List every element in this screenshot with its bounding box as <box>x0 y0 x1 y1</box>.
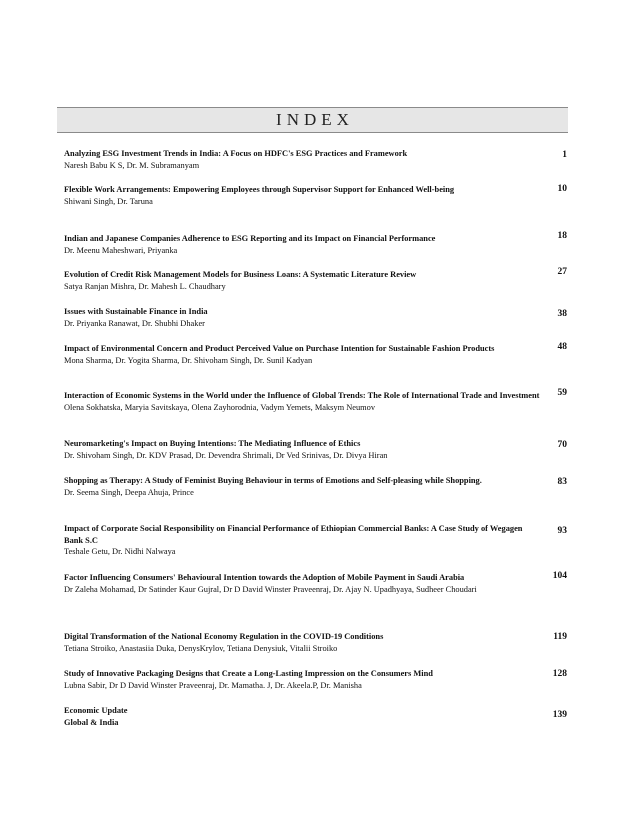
entry-authors: Olena Sokhatska, Maryia Savitskaya, Olena Zayhorodnia, Vadym Yemets, Maksym Neumov <box>64 402 376 412</box>
page-number[interactable]: 104 <box>552 571 567 581</box>
index-entry[interactable] <box>64 523 542 558</box>
page-number[interactable]: 10 <box>557 184 567 194</box>
entry-title[interactable]: Study of Innovative Packaging Designs that Create a Long-Lasting Impression on the Consumers Mind <box>64 669 433 678</box>
index-entry[interactable] <box>64 631 542 654</box>
entry-title[interactable]: Flexible Work Arrangements: Empowering Employees through Supervisor Support for Enhanced Well-being <box>64 185 455 194</box>
entry-title[interactable]: Factor Influencing Consumers' Behavioural Intention towards the Adoption of Mobile Payment in Saudi Arabia <box>64 573 465 582</box>
entry-authors: Lubna Sabir, Dr D David Winster Praveenraj, Dr. Mamatha. J, Dr. Akeela.P, Dr. Manisha <box>64 680 362 690</box>
page-number[interactable]: 128 <box>552 669 567 679</box>
page-number[interactable]: 70 <box>557 440 567 450</box>
page-number[interactable]: 83 <box>557 477 567 487</box>
entry-title[interactable]: Issues with Sustainable Finance in India <box>64 307 208 316</box>
page-number[interactable]: 48 <box>557 342 567 352</box>
index-entry[interactable] <box>64 668 542 691</box>
page-number[interactable]: 139 <box>552 710 567 720</box>
entry-title[interactable]: Economic Update <box>64 706 128 715</box>
entry-authors: Dr. Seema Singh, Deepa Ahuja, Prince <box>64 487 194 497</box>
index-entry[interactable] <box>64 343 542 366</box>
entry-title[interactable]: Impact of Environmental Concern and Product Perceived Value on Purchase Intention for Sustainable Fashion Products <box>64 344 495 353</box>
entry-title[interactable]: Shopping as Therapy: A Study of Feminist Buying Behaviour in terms of Emotions and Self-pleasing while Shopping. <box>64 476 482 485</box>
entry-title[interactable]: Evolution of Credit Risk Management Models for Business Loans: A Systematic Literature Review <box>64 270 417 279</box>
page-number[interactable]: 119 <box>553 632 567 642</box>
page-number[interactable]: 27 <box>557 267 567 277</box>
index-entry[interactable] <box>64 475 542 498</box>
entry-authors: Dr. Shivoham Singh, Dr. KDV Prasad, Dr. Devendra Shrimali, Dr Ved Srinivas, Dr. Divya Hiran <box>64 450 388 460</box>
page-number[interactable]: 18 <box>557 231 567 241</box>
entry-authors: Dr. Priyanka Ranawat, Dr. Shubhi Dhaker <box>64 318 205 328</box>
index-entry[interactable] <box>64 390 542 413</box>
entry-title[interactable]: Neuromarketing's Impact on Buying Intentions: The Mediating Influence of Ethics <box>64 439 361 448</box>
entry-authors: Naresh Babu K S, Dr. M. Subramanyam <box>64 160 200 170</box>
index-header <box>57 107 568 133</box>
entry-authors: Shiwani Singh, Dr. Taruna <box>64 196 153 206</box>
index-entry[interactable] <box>64 572 542 595</box>
index-entry[interactable] <box>64 148 542 171</box>
page-number[interactable]: 1 <box>562 150 567 160</box>
entry-authors: Dr Zaleha Mohamad, Dr Satinder Kaur Gujral, Dr D David Winster Praveenraj, Dr. Ajay N. Upadhyaya, Sudheer Choudari <box>64 584 477 594</box>
index-entry[interactable] <box>64 438 542 461</box>
entry-authors: Teshale Getu, Dr. Nidhi Nalwaya <box>64 547 176 556</box>
entry-title[interactable]: Digital Transformation of the National Economy Regulation in the COVID-19 Conditions <box>64 632 384 641</box>
index-entry[interactable] <box>64 184 542 207</box>
entry-title[interactable]: Indian and Japanese Companies Adherence to ESG Reporting and its Impact on Financial Performance <box>64 234 436 243</box>
entry-title[interactable]: Interaction of Economic Systems in the World under the Influence of Global Trends: The Role of International Trade and Investment <box>64 391 540 400</box>
entry-title[interactable]: Analyzing ESG Investment Trends in India: A Focus on HDFC's ESG Practices and Framework <box>64 149 408 158</box>
index-entry[interactable] <box>64 269 542 292</box>
entry-authors: Dr. Meenu Maheshwari, Priyanka <box>64 245 178 255</box>
index-entry[interactable] <box>64 233 542 256</box>
index-title: INDEX <box>276 110 354 129</box>
entry-authors: Tetiana Stroiko, Anastasiia Duka, DenysKrylov, Tetiana Denysiuk, Vitalii Stroiko <box>64 643 338 653</box>
entry-authors: Satya Ranjan Mishra, Dr. Mahesh L. Chaudhary <box>64 281 226 291</box>
page-number[interactable]: 59 <box>557 388 567 398</box>
entry-title[interactable]: Impact of Corporate Social Responsibility on Financial Performance of Ethiopian Commercial Banks: A Case Study of Wegagen Bank S.C <box>64 524 523 545</box>
index-entry[interactable] <box>64 705 542 728</box>
page-number[interactable]: 38 <box>557 309 567 319</box>
entry-authors: Global & India <box>64 717 119 727</box>
index-entry[interactable] <box>64 306 542 329</box>
entry-authors: Mona Sharma, Dr. Yogita Sharma, Dr. Shivoham Singh, Dr. Sunil Kadyan <box>64 355 313 365</box>
page-number[interactable]: 93 <box>557 526 567 536</box>
